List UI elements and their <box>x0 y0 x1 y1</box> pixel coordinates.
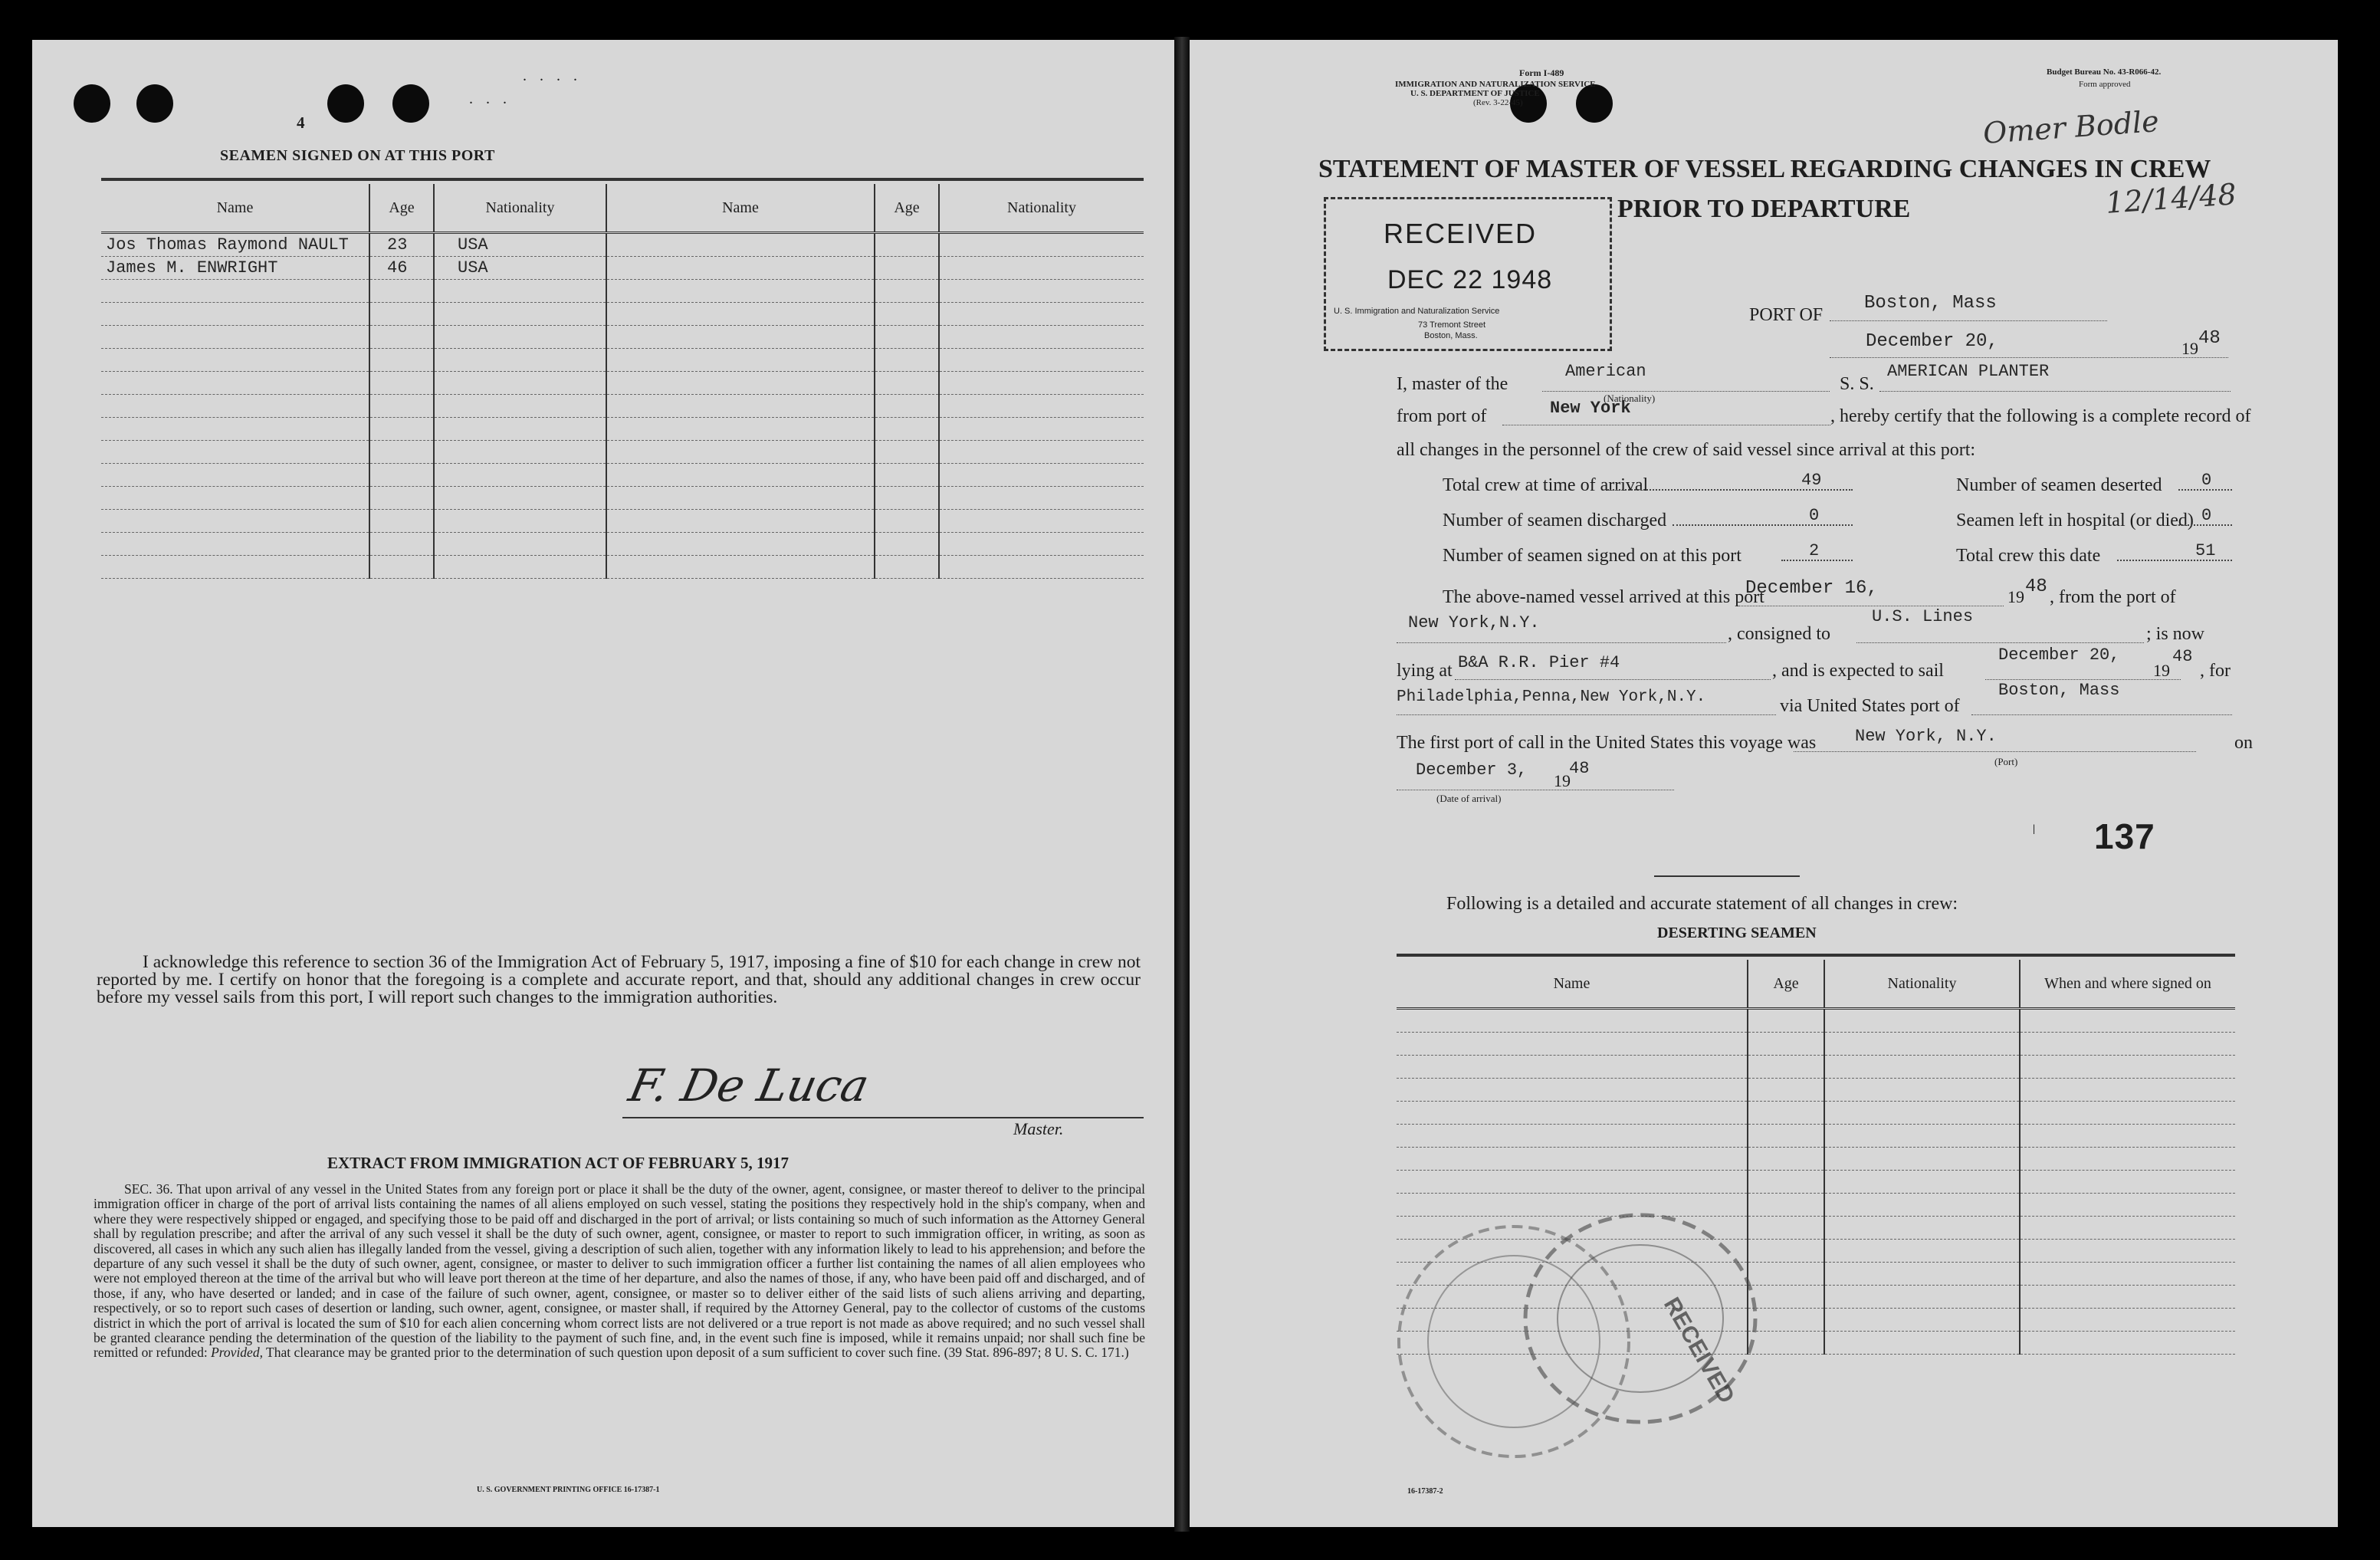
stamp-date: DEC 22 1948 <box>1387 265 1553 294</box>
handwritten-note-date: 12/14/48 <box>2104 177 2237 220</box>
table-cell-nationality <box>939 464 1144 487</box>
table-row <box>101 487 1144 510</box>
table-cell-nationality <box>434 487 606 510</box>
table-cell-signed-on <box>2020 1309 2235 1332</box>
table-cell-name <box>101 349 369 372</box>
table-cell-name <box>101 510 369 533</box>
agency-line-2: U. S. DEPARTMENT OF JUSTICE <box>1410 89 1540 98</box>
budget-bureau: Budget Bureau No. 43-R066-42. <box>2047 67 2162 77</box>
table-cell-nationality <box>1824 1148 2020 1171</box>
stat-total-arrival: 49 <box>1801 471 1822 490</box>
lying-at-label: lying at <box>1397 661 1453 681</box>
is-now: ; is now <box>2146 624 2205 644</box>
on-label: on <box>2234 733 2253 753</box>
table-cell-nationality <box>939 257 1144 280</box>
table-cell-age <box>1748 1079 1824 1102</box>
column-header-nationality: Nationality <box>939 184 1144 233</box>
table-row <box>101 372 1144 395</box>
table-cell-signed-on <box>2020 1125 2235 1148</box>
table-cell-signed-on <box>2020 1171 2235 1194</box>
table-cell-age <box>1748 1009 1824 1033</box>
table-cell-nationality <box>1824 1079 2020 1102</box>
from-port-label: from port of <box>1397 406 1487 426</box>
table-cell-nationality <box>1824 1033 2020 1056</box>
table-cell-nationality <box>1824 1263 2020 1286</box>
table-cell-nationality <box>1824 1056 2020 1079</box>
table-cell-signed-on <box>2020 1194 2235 1217</box>
table-row <box>1397 1148 2235 1171</box>
table-cell-age: 46 <box>369 257 434 280</box>
table-cell-signed-on <box>2020 1033 2235 1056</box>
column-header-age: Age <box>1748 960 1824 1009</box>
first-port-date: December 3, <box>1416 760 1528 780</box>
table-cell-nationality <box>1824 1171 2020 1194</box>
table-row <box>101 257 1144 280</box>
table-cell-name <box>101 326 369 349</box>
table-row <box>101 280 1144 303</box>
stamp-label: RECEIVED <box>1384 218 1538 249</box>
arrival-date: December 16, <box>1745 578 1878 599</box>
stat-total-date: 51 <box>2195 541 2216 560</box>
table-cell-nationality <box>434 326 606 349</box>
port-label: PORT OF <box>1749 305 1824 325</box>
stat-label-signed-on: Number of seamen signed on at this port <box>1443 546 1742 566</box>
table-cell-name <box>1397 1125 1748 1148</box>
table-cell-nationality <box>1824 1332 2020 1355</box>
table-cell-nationality <box>939 533 1144 556</box>
stamp-tick: | <box>2033 823 2036 835</box>
column-header-age: Age <box>875 184 939 233</box>
table-cell-age <box>875 510 939 533</box>
left-page <box>32 40 1174 1527</box>
table-cell-nationality <box>434 349 606 372</box>
table-cell-name <box>1397 1033 1748 1056</box>
stat-label-total-arrival: Total crew at time of arrival <box>1443 475 1649 495</box>
stamp-office: U. S. Immigration and Naturalization Service <box>1334 307 1500 316</box>
consignee: U.S. Lines <box>1872 607 1974 626</box>
table-cell-nationality <box>939 326 1144 349</box>
table-cell-age <box>369 487 434 510</box>
revision: (Rev. 3-22-45) <box>1473 98 1523 107</box>
certify-text: , hereby certify that the following is a complete record of <box>1830 406 2251 426</box>
first-port-label: The first port of call in the United States this voyage was <box>1397 733 1817 753</box>
table-cell-nationality <box>1824 1125 2020 1148</box>
master-of-label: I, master of the <box>1397 374 1508 394</box>
table-cell-name <box>606 441 875 464</box>
page-number: 4 <box>297 113 305 132</box>
form-title-line-2: PRIOR TO DEPARTURE <box>1617 195 1911 223</box>
table-row <box>1397 1102 2235 1125</box>
sail-label: , and is expected to sail <box>1772 661 1944 681</box>
port-value: Boston, Mass <box>1864 293 1997 314</box>
received-stamp <box>1324 197 1612 351</box>
round-received-stamp <box>1387 1188 1786 1510</box>
table-cell-signed-on <box>2020 1009 2235 1033</box>
table-cell-name: James M. ENWRIGHT <box>101 257 369 280</box>
column-header-name: Name <box>606 184 875 233</box>
table-cell-nationality <box>939 349 1144 372</box>
sail-year: 48 <box>2172 647 2193 666</box>
table-cell-name <box>606 257 875 280</box>
printing-code: 16-17387-2 <box>1407 1487 1443 1496</box>
table-row <box>101 395 1144 418</box>
arrival-year: 48 <box>2025 576 2047 597</box>
round-stamp-label: RECEIVED <box>1658 1293 1740 1408</box>
table-cell-name <box>1397 1079 1748 1102</box>
book-spine <box>1174 37 1190 1532</box>
binder-hole <box>74 84 110 123</box>
binder-hole <box>1576 84 1613 123</box>
stat-label-discharged: Number of seamen discharged <box>1443 511 1667 530</box>
table-cell-age <box>1748 1033 1824 1056</box>
right-page: Form I-489 IMMIGRATION AND NATURALIZATION SERVICE U. S. DEPARTMENT OF JUSTICE (Rev. 3-22-45) Budget Bureau No. 43-R066-42. Form approved Omer Bodle 12/14/48 STATEMENT OF MASTER OF VESSEL REGARDING CHANGES IN CREW PRIOR TO DEPARTURE RECEIVED DEC 22 1948 U. S. Immigration and Naturalization Service 73 Tremont Street Boston, Mass. PORT OF Boston, Mass December 20, 19 48 I, master of the American (Nationality) S. S. AMERICAN PLANTER from port of New York , hereby certify that the following is a complete record of all changes in the personnel of the crew of said vessel since arrival at this port: Total crew at time of arrival 49 Number of seamen deserted 0 Number of seamen discharged 0 Seamen left in hospital (or died) 0 Number of seamen signed on at this port 2 Total crew this date 51 The above-named vessel arrived at this port December 16, 19 48 , from the port of New York,N.Y. , consigned to U.S. Lines ; is now lying at B&A R.R. Pier #4 , and is expected to sail December 20, 19 48 , for Philadelphia,Penna,New York,N.Y. via United States port of Boston, Mass The first port of call in the United States this voyage was New York, N.Y. (Port) on December 3, 19 48 (Date of arrival) | 137 Following is a detailed and accurate statement of all changes in crew: DESERTING SEAMEN Name Age Nationality When and where signed on RECEIVED 16-17387-2 <box>1190 40 2338 1527</box>
acknowledgement-text: I acknowledge this reference to section 36 of the Immigration Act of February 5, 1917, imposing a fine of $10 for each change in crew not reported by me. I certify on honor that the foregoing is a complete and accurate report, and that, should any additional changes in crew occur before my vessel sails from this port, I will report such changes to the immigration authorities. <box>97 952 1141 1007</box>
table-cell-name <box>606 326 875 349</box>
table-cell-signed-on <box>2020 1240 2235 1263</box>
vessel-name: AMERICAN PLANTER <box>1887 362 2050 381</box>
table-cell-age: 23 <box>369 233 434 257</box>
origin-port: New York,N.Y. <box>1408 613 1540 632</box>
date-of-arrival-caption: (Date of arrival) <box>1436 793 1502 804</box>
table-cell-age <box>875 349 939 372</box>
table-cell-name <box>101 556 369 579</box>
table-cell-nationality <box>1824 1309 2020 1332</box>
extract-title: EXTRACT FROM IMMIGRATION ACT OF FEBRUARY 5, 1917 <box>327 1154 790 1172</box>
table-cell-signed-on <box>2020 1102 2235 1125</box>
table-cell-name <box>606 280 875 303</box>
table-cell-name <box>1397 1009 1748 1033</box>
extract-section: SEC. 36. <box>124 1181 173 1197</box>
table-cell-age <box>369 326 434 349</box>
table-row <box>101 233 1144 257</box>
table-row <box>1397 1033 2235 1056</box>
table-row <box>101 533 1144 556</box>
table-cell-name <box>101 464 369 487</box>
table-row <box>101 326 1144 349</box>
table-cell-nationality <box>434 533 606 556</box>
extract-provided: Provided, <box>211 1345 263 1361</box>
table-cell-age <box>369 303 434 326</box>
table-cell-name <box>101 487 369 510</box>
arrival-text-2: , from the port of <box>2050 587 2176 607</box>
stamp-address-1: 73 Tremont Street <box>1418 320 1486 330</box>
table-cell-nationality <box>434 303 606 326</box>
table-cell-age <box>369 372 434 395</box>
table-cell-name <box>101 395 369 418</box>
table-cell-name <box>101 303 369 326</box>
handwritten-note-name: Omer Bodle <box>1981 104 2160 150</box>
table-cell-name: Jos Thomas Raymond NAULT <box>101 233 369 257</box>
table-row <box>101 510 1144 533</box>
extract-body <box>94 1182 1145 1361</box>
deserting-table-top-rule <box>1397 954 2235 957</box>
stat-label-deserted: Number of seamen deserted <box>1956 475 2162 495</box>
table-row <box>101 556 1144 579</box>
table-cell-nationality <box>939 510 1144 533</box>
column-header-name: Name <box>101 184 369 233</box>
table-cell-nationality: USA <box>434 257 606 280</box>
table-cell-signed-on <box>2020 1056 2235 1079</box>
date-prefix: 19 <box>2181 339 2198 358</box>
table-row <box>101 303 1144 326</box>
stat-deserted: 0 <box>2201 471 2212 490</box>
table-cell-nationality <box>434 510 606 533</box>
certify-text-2: all changes in the personnel of the crew of said vessel since arrival at this port: <box>1397 440 1976 460</box>
table-row <box>101 464 1144 487</box>
stat-leader <box>1673 524 1853 526</box>
date-year: 48 <box>2198 328 2221 349</box>
table-cell-nationality <box>1824 1194 2020 1217</box>
table-cell-name <box>606 395 875 418</box>
table-cell-age <box>875 441 939 464</box>
table-cell-name <box>1397 1056 1748 1079</box>
table-cell-nationality <box>434 280 606 303</box>
table-cell-age <box>875 487 939 510</box>
table-cell-age <box>875 533 939 556</box>
table-cell-age <box>875 303 939 326</box>
for-label: , for <box>2200 661 2231 681</box>
table-cell-nationality <box>434 464 606 487</box>
extract-tail: That clearance may be granted prior to the determination of such question upon deposit of a sum sufficient to cover such fine. (39 Stat. 896-897; 8 U. S. C. 171.) <box>266 1345 1129 1361</box>
table-cell-nationality <box>939 487 1144 510</box>
stat-label-total-date: Total crew this date <box>1956 546 2101 566</box>
table-cell-name <box>1397 1102 1748 1125</box>
table-cell-name <box>606 464 875 487</box>
table-cell-nationality: USA <box>434 233 606 257</box>
column-header-nationality: Nationality <box>434 184 606 233</box>
stat-signed-on: 2 <box>1809 541 1820 560</box>
table-cell-age <box>369 533 434 556</box>
sail-date: December 20, <box>1998 645 2120 665</box>
stat-label-hospital: Seamen left in hospital (or died) <box>1956 511 2194 530</box>
table-top-rule <box>101 178 1144 181</box>
stamped-number: 137 <box>2094 816 2155 856</box>
table-row <box>101 418 1144 441</box>
from-port-value: New York <box>1550 399 1631 418</box>
table-cell-nationality <box>939 441 1144 464</box>
agency-line-1: IMMIGRATION AND NATURALIZATION SERVICE <box>1395 80 1596 89</box>
table-cell-name <box>606 303 875 326</box>
table-row <box>1397 1056 2235 1079</box>
table-cell-age <box>369 280 434 303</box>
table-cell-name <box>101 533 369 556</box>
table-cell-name <box>606 233 875 257</box>
table-cell-nationality <box>434 418 606 441</box>
binder-hole <box>392 84 429 123</box>
table-cell-age <box>875 372 939 395</box>
extract-text: That upon arrival of any vessel in the United States from any foreign port or place it shall be the duty of the owner, agent, consignee, or master thereof to deliver to the principal immigration officer in charge of the port of arrival lists containing the names of all aliens employed on such vessel, stating the positions they respectively hold in the ship's company, when and where they were respectively shipped or engaged, and specifying those to be paid off and discharged in the port of arrival; or lists containing so much of such information as the Attorney General shall by regulation prescribe; and after the arrival of any such vessel it shall be the duty of such owner, agent, consignee, or master to report to such immigration officer, in writing, as soon as discovered, all cases in which any such alien has illegally landed from the vessel, giving a description of such alien, together with any information likely to lead to his apprehension; and before the departure of any such vessel it shall be the duty of such owner, agent, consignee, or master to deliver to such immigration officer a further list containing the names of all alien employees who were not employed thereon at the time of the arrival but who will leave port thereon at the time of her departure, and also the names of those, if any, who have been paid off and discharged, and of those, if any, who have deserted or landed; and in case of the failure of such owner, agent, consignee, or master so to deliver either of the said lists of such aliens arriving and departing, respectively, or so to report such cases of desertion or landing, such owner, agent, consignee, or master shall, if required by the Attorney General, pay to the collector of customs of the customs district in which the port of arrival is located the sum of $10 for each alien concerning whom correct lists are not delivered or a true report is not made as above required; and no such vessel shall be granted clearance pending the determination of the question of the liability to the payment of such fine, and, in the event such fine is imposed, while it remains unpaid; nor shall such fine be remitted or refunded: <box>94 1181 1145 1361</box>
table-row <box>1397 1009 2235 1033</box>
table-cell-signed-on <box>2020 1286 2235 1309</box>
table-cell-age <box>875 326 939 349</box>
table-cell-signed-on <box>2020 1263 2235 1286</box>
table-cell-name <box>101 280 369 303</box>
table-cell-signed-on <box>2020 1332 2235 1355</box>
lying-at: B&A R.R. Pier #4 <box>1458 653 1620 672</box>
table-row <box>1397 1125 2235 1148</box>
consigned-label: , consigned to <box>1728 624 1830 644</box>
table-cell-age <box>875 395 939 418</box>
table-cell-signed-on <box>2020 1079 2235 1102</box>
table-cell-age <box>875 233 939 257</box>
stat-hospital: 0 <box>2201 506 2212 525</box>
stamp-address-2: Boston, Mass. <box>1424 331 1478 340</box>
table-cell-name <box>101 418 369 441</box>
table-cell-name <box>606 556 875 579</box>
table-cell-nationality <box>434 372 606 395</box>
table-cell-name <box>606 533 875 556</box>
seamen-signed-on-table <box>101 184 1144 579</box>
table-row <box>1397 1079 2235 1102</box>
table-cell-age <box>875 257 939 280</box>
first-port-year: 48 <box>1569 759 1590 778</box>
binder-hole <box>136 84 173 123</box>
table-cell-name <box>606 372 875 395</box>
table-cell-age <box>875 418 939 441</box>
table-cell-age <box>369 418 434 441</box>
table-cell-nationality <box>1824 1217 2020 1240</box>
table-cell-nationality <box>434 395 606 418</box>
table-cell-nationality <box>434 441 606 464</box>
table-cell-name <box>606 418 875 441</box>
table-cell-name <box>606 487 875 510</box>
form-approved: Form approved <box>2079 80 2131 89</box>
table-cell-name <box>1397 1148 1748 1171</box>
nationality-value: American <box>1565 362 1646 381</box>
table-cell-age <box>369 556 434 579</box>
table-cell-nationality <box>1824 1009 2020 1033</box>
top-dots-2: . . . <box>469 90 511 107</box>
arrival-year-prefix: 19 <box>2007 587 2024 606</box>
via-port: Boston, Mass <box>1998 681 2120 700</box>
date-value: December 20, <box>1866 331 1998 352</box>
table-row <box>101 441 1144 464</box>
stat-discharged: 0 <box>1809 506 1820 525</box>
table-cell-nationality <box>939 303 1144 326</box>
table-cell-age <box>369 510 434 533</box>
first-port-year-prefix: 19 <box>1554 771 1571 790</box>
column-header-signed-on: When and where signed on <box>2020 960 2235 1009</box>
arrival-text: The above-named vessel arrived at this port <box>1443 587 1764 607</box>
table-row <box>101 349 1144 372</box>
table-cell-name <box>606 349 875 372</box>
table-cell-age <box>875 556 939 579</box>
table-cell-name <box>606 510 875 533</box>
printing-office: U. S. GOVERNMENT PRINTING OFFICE 16-17387-1 <box>477 1486 660 1494</box>
first-port: New York, N.Y. <box>1855 727 1997 746</box>
port-caption: (Port) <box>1994 756 2018 767</box>
form-title-line-1: STATEMENT OF MASTER OF VESSEL REGARDING CHANGES IN CREW <box>1318 155 2211 183</box>
table-cell-age <box>1748 1056 1824 1079</box>
table-cell-nationality <box>939 395 1144 418</box>
table-cell-nationality <box>939 418 1144 441</box>
divider <box>1654 875 1800 877</box>
table-cell-nationality <box>1824 1102 2020 1125</box>
table-cell-age <box>1748 1102 1824 1125</box>
table-cell-age <box>1748 1125 1824 1148</box>
table-cell-age <box>875 464 939 487</box>
top-dots: . . . . <box>523 67 582 84</box>
table-cell-nationality <box>1824 1240 2020 1263</box>
master-signature: F. De Luca <box>624 1059 874 1112</box>
column-header-age: Age <box>369 184 434 233</box>
table-cell-age <box>369 464 434 487</box>
destination: Philadelphia,Penna,New York,N.Y. <box>1397 688 1706 706</box>
table-cell-nationality <box>434 556 606 579</box>
ss-label: S. S. <box>1840 374 1874 394</box>
table-cell-nationality <box>939 372 1144 395</box>
table-cell-age <box>369 395 434 418</box>
deserting-title: DESERTING SEAMEN <box>1657 925 1817 941</box>
signature-role: Master. <box>1013 1119 1064 1138</box>
via-label: via United States port of <box>1780 696 1960 716</box>
table-cell-name <box>101 372 369 395</box>
table-cell-age <box>875 280 939 303</box>
table-cell-signed-on <box>2020 1217 2235 1240</box>
column-header-name: Name <box>1397 960 1748 1009</box>
table-cell-age <box>1748 1148 1824 1171</box>
binder-hole <box>327 84 364 123</box>
table-cell-name <box>101 441 369 464</box>
sail-year-prefix: 19 <box>2153 661 2170 680</box>
section-title: SEAMEN SIGNED ON AT THIS PORT <box>220 147 495 164</box>
table-cell-nationality <box>1824 1286 2020 1309</box>
following-text: Following is a detailed and accurate statement of all changes in crew: <box>1446 894 1958 914</box>
table-cell-signed-on <box>2020 1148 2235 1171</box>
table-cell-nationality <box>939 233 1144 257</box>
table-cell-age <box>369 349 434 372</box>
table-cell-nationality <box>939 556 1144 579</box>
signature-line <box>622 1117 1144 1118</box>
table-cell-nationality <box>939 280 1144 303</box>
column-header-nationality: Nationality <box>1824 960 2020 1009</box>
nationality-caption: (Nationality) <box>1604 392 1656 404</box>
table-cell-age <box>369 441 434 464</box>
